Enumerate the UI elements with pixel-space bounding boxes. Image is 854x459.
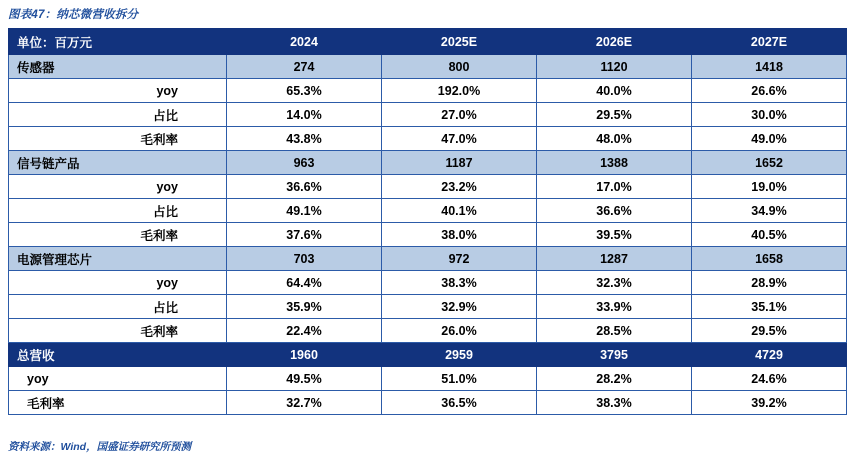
table-cell: 800: [382, 55, 537, 79]
table-row: [9, 247, 847, 271]
table-cell: 38.0%: [382, 223, 537, 247]
table-cell: 26.6%: [692, 79, 847, 103]
table-row: [9, 199, 847, 223]
table-cell: 23.2%: [382, 175, 537, 199]
table-cell: 30.0%: [692, 103, 847, 127]
table-row: [9, 391, 847, 415]
table-cell: 3795: [537, 343, 692, 367]
table-row: [9, 55, 847, 79]
table-cell: 34.9%: [692, 199, 847, 223]
table-cell: 49.0%: [692, 127, 847, 151]
table-row: [9, 271, 847, 295]
table-cell: 64.4%: [227, 271, 382, 295]
table-cell: 2959: [382, 343, 537, 367]
row-label: 占比: [9, 199, 227, 223]
table-row: [9, 103, 847, 127]
table-cell: 49.5%: [227, 367, 382, 391]
row-label: 总营收: [9, 343, 227, 367]
revenue-breakdown-table: [8, 28, 847, 415]
table-cell: 33.9%: [537, 295, 692, 319]
table-cell: 27.0%: [382, 103, 537, 127]
table-body: [9, 29, 847, 415]
table-cell: 51.0%: [382, 367, 537, 391]
row-label: 毛利率: [9, 391, 227, 415]
row-label: 传感器: [9, 55, 227, 79]
table-row: [9, 175, 847, 199]
table-cell: 39.5%: [537, 223, 692, 247]
table-cell: 40.5%: [692, 223, 847, 247]
table-cell: 36.5%: [382, 391, 537, 415]
table-cell: 19.0%: [692, 175, 847, 199]
table-cell: 1652: [692, 151, 847, 175]
table-cell: 22.4%: [227, 319, 382, 343]
table-cell: 703: [227, 247, 382, 271]
table-cell: 32.9%: [382, 295, 537, 319]
row-label: 信号链产品: [9, 151, 227, 175]
revenue-breakdown-table-wrapper: [8, 28, 846, 415]
column-header-year: 2027E: [692, 29, 847, 55]
table-cell: 14.0%: [227, 103, 382, 127]
table-cell: 43.8%: [227, 127, 382, 151]
table-row: [9, 295, 847, 319]
table-cell: 1388: [537, 151, 692, 175]
table-cell: 40.1%: [382, 199, 537, 223]
table-row: [9, 127, 847, 151]
table-cell: 1287: [537, 247, 692, 271]
table-cell: 17.0%: [537, 175, 692, 199]
table-row: [9, 343, 847, 367]
table-cell: 37.6%: [227, 223, 382, 247]
table-cell: 1120: [537, 55, 692, 79]
table-cell: 49.1%: [227, 199, 382, 223]
row-label: 占比: [9, 103, 227, 127]
table-cell: 38.3%: [382, 271, 537, 295]
table-cell: 972: [382, 247, 537, 271]
table-cell: 28.9%: [692, 271, 847, 295]
row-label: yoy: [9, 79, 227, 103]
table-row: [9, 223, 847, 247]
column-header-unit: 单位：百万元: [9, 29, 227, 55]
table-cell: 274: [227, 55, 382, 79]
table-cell: 28.2%: [537, 367, 692, 391]
table-cell: 35.9%: [227, 295, 382, 319]
table-row: [9, 319, 847, 343]
row-label: 电源管理芯片: [9, 247, 227, 271]
table-cell: 36.6%: [227, 175, 382, 199]
column-header-year: 2025E: [382, 29, 537, 55]
column-header-year: 2026E: [537, 29, 692, 55]
table-cell: 29.5%: [537, 103, 692, 127]
table-cell: 48.0%: [537, 127, 692, 151]
row-label: yoy: [9, 175, 227, 199]
table-cell: 38.3%: [537, 391, 692, 415]
figure-caption: 图表47：纳芯微营收拆分: [8, 9, 139, 21]
table-row: [9, 367, 847, 391]
table-cell: 47.0%: [382, 127, 537, 151]
column-header-year: 2024: [227, 29, 382, 55]
table-cell: 32.3%: [537, 271, 692, 295]
row-label: 毛利率: [9, 223, 227, 247]
table-cell: 40.0%: [537, 79, 692, 103]
row-label: yoy: [9, 367, 227, 391]
table-row: [9, 79, 847, 103]
table-cell: 32.7%: [227, 391, 382, 415]
table-cell: 1960: [227, 343, 382, 367]
row-label: 毛利率: [9, 127, 227, 151]
table-cell: 963: [227, 151, 382, 175]
table-cell: 35.1%: [692, 295, 847, 319]
table-cell: 1418: [692, 55, 847, 79]
row-label: 占比: [9, 295, 227, 319]
table-cell: 26.0%: [382, 319, 537, 343]
table-cell: 24.6%: [692, 367, 847, 391]
table-row: [9, 151, 847, 175]
table-cell: 39.2%: [692, 391, 847, 415]
table-cell: 192.0%: [382, 79, 537, 103]
table-cell: 28.5%: [537, 319, 692, 343]
table-cell: 1658: [692, 247, 847, 271]
row-label: yoy: [9, 271, 227, 295]
table-cell: 36.6%: [537, 199, 692, 223]
table-cell: 65.3%: [227, 79, 382, 103]
table-cell: 1187: [382, 151, 537, 175]
row-label: 毛利率: [9, 319, 227, 343]
table-header-row: [9, 29, 847, 55]
table-cell: 4729: [692, 343, 847, 367]
source-note: 资料来源：Wind，国盛证券研究所预测: [8, 441, 192, 453]
table-cell: 29.5%: [692, 319, 847, 343]
